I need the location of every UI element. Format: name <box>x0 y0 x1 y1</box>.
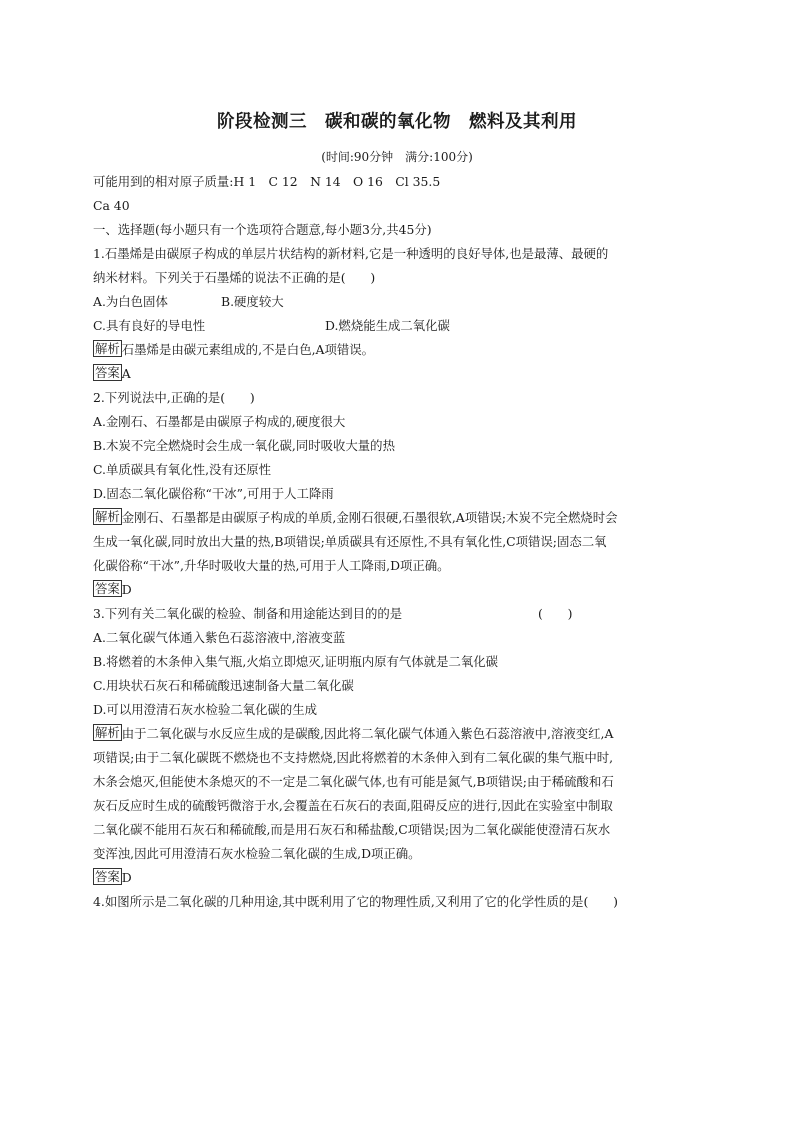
q2-analysis-text-1: 金刚石、石墨都是由碳原子构成的单质,金刚石很硬,石墨很软,A项错误;木炭不完全燃烧时会 <box>121 510 618 525</box>
answer-label: 答案 <box>95 869 120 884</box>
exam-content <box>93 170 723 914</box>
page-title: 阶段检测三 碳和碳的氧化物 燃料及其利用 <box>217 112 577 132</box>
atomic-masses-line-1: 可能用到的相对原子质量:H 1 C 12 N 14 O 16 Cl 35.5 <box>93 174 441 189</box>
q2-stem: 2.下列说法中,正确的是( ) <box>93 390 255 405</box>
q1-answer-value: A <box>121 366 131 381</box>
q4-stem: 4.如图所示是二氧化碳的几种用途,其中既利用了它的物理性质,又利用了它的化学性质的是( ) <box>93 894 618 909</box>
q1-options-cd <box>93 314 723 338</box>
exam-time-score: (时间:90分钟 满分:100分) <box>321 150 473 164</box>
q3-analysis-line-4: 灰石反应时生成的硫酸钙微溶于水,会覆盖在石灰石的表面,阻碍反应的进行,因此在实验室中制取 <box>93 798 613 813</box>
q3-analysis <box>93 722 723 746</box>
q2-option-a: A.金刚石、石墨都是由碳原子构成的,硬度很大 <box>93 414 346 429</box>
section-heading: 一、选择题(每小题只有一个选项符合题意,每小题3分,共45分) <box>93 222 432 237</box>
q2-analysis-line-2: 生成一氧化碳,同时放出大量的热,B项错误;单质碳具有还原性,不具有氧化性,C项错误;固态二氧 <box>93 534 607 549</box>
q3-analysis-line-3: 木条会熄灭,但能使木条熄灭的不一定是二氧化碳气体,也有可能是氮气,B项错误;由于稀硫酸和石 <box>93 774 614 789</box>
q3-option-d: D.可以用澄清石灰水检验二氧化碳的生成 <box>93 702 318 717</box>
q1-option-b: B.硬度较大 <box>221 294 284 309</box>
q2-answer <box>93 578 723 602</box>
q3-answer-value: D <box>121 870 132 885</box>
q3-option-c: C.用块状石灰石和稀硫酸迅速制备大量二氧化碳 <box>93 678 354 693</box>
answer-label: 答案 <box>95 365 120 380</box>
q2-analysis-line-3: 化碳俗称“干冰”,升华时吸收大量的热,可用于人工降雨,D项正确。 <box>93 558 450 573</box>
q2-answer-value: D <box>121 582 132 597</box>
q3-analysis-text-1: 由于二氧化碳与水反应生成的是碳酸,因此将二氧化碳气体通入紫色石蕊溶液中,溶液变红,A <box>121 726 614 741</box>
q1-stem-line-2: 纳米材料。下列关于石墨烯的说法不正确的是( ) <box>93 270 376 285</box>
q3-stem-text: 3.下列有关二氧化碳的检验、制备和用途能达到目的的是 <box>93 606 403 621</box>
q2-analysis <box>93 506 723 530</box>
analysis-label: 解析 <box>95 341 120 356</box>
q3-option-a: A.二氧化碳气体通入紫色石蕊溶液中,溶液变蓝 <box>93 630 346 645</box>
answer-label: 答案 <box>95 581 120 596</box>
analysis-label: 解析 <box>95 509 120 524</box>
q3-option-b: B.将燃着的木条伸入集气瓶,火焰立即熄灭,证明瓶内原有气体就是二氧化碳 <box>93 654 499 669</box>
q3-answer <box>93 866 723 890</box>
q1-stem-line-1: 1.石墨烯是由碳原子构成的单层片状结构的新材料,它是一种透明的良好导体,也是最薄、最硬的 <box>93 246 609 261</box>
q1-options-ab <box>93 290 723 314</box>
q1-option-d: D.燃烧能生成二氧化碳 <box>325 318 450 333</box>
atomic-masses-line-2: Ca 40 <box>93 198 130 213</box>
q1-analysis <box>93 338 723 362</box>
q2-option-c: C.单质碳具有氧化性,没有还原性 <box>93 462 271 477</box>
q3-answer-blank: ( ) <box>538 606 573 621</box>
analysis-label: 解析 <box>95 725 120 740</box>
q1-option-c: C.具有良好的导电性 <box>93 318 206 333</box>
q2-option-d: D.固态二氧化碳俗称“干冰”,可用于人工降雨 <box>93 486 334 501</box>
q3-stem <box>93 602 723 626</box>
q1-analysis-text: 石墨烯是由碳元素组成的,不是白色,A项错误。 <box>121 342 375 357</box>
q3-analysis-line-6: 变浑浊,因此可用澄清石灰水检验二氧化碳的生成,D项正确。 <box>93 846 421 861</box>
q3-analysis-line-2: 项错误;由于二氧化碳既不燃烧也不支持燃烧,因此将燃着的木条伸入到有二氧化碳的集气瓶中时, <box>93 750 614 765</box>
q3-analysis-line-5: 二氧化碳不能用石灰石和稀硫酸,而是用石灰石和稀盐酸,C项错误;因为二氧化碳能使澄清石灰水 <box>93 822 611 837</box>
q1-option-a: A.为白色固体 <box>93 294 168 309</box>
q1-answer <box>93 362 723 386</box>
q2-option-b: B.木炭不完全燃烧时会生成一氧化碳,同时吸收大量的热 <box>93 438 395 453</box>
